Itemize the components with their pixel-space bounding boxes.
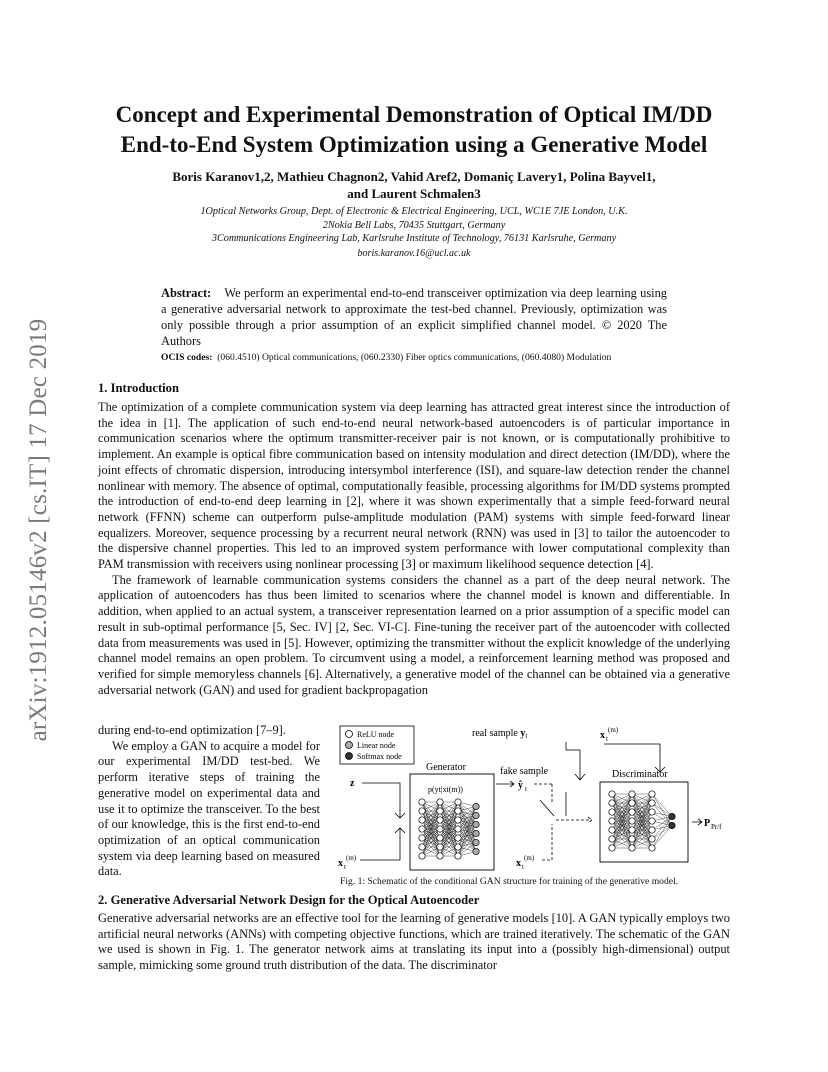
z-label: z [350, 778, 355, 789]
node-legend [340, 726, 414, 764]
network-node [649, 818, 655, 824]
network-node [609, 845, 615, 851]
network-node [419, 853, 425, 859]
network-node [437, 826, 443, 832]
x-input-top-label: x [600, 730, 605, 741]
probability-output-label: P [704, 818, 711, 829]
network-node [419, 835, 425, 841]
x-input-bottom-label: x [338, 858, 343, 869]
network-node [473, 848, 479, 854]
contact-email[interactable]: boris.karanov.16@ucl.ac.uk [357, 248, 471, 259]
network-node [629, 818, 635, 824]
abstract [161, 285, 667, 349]
network-node [455, 853, 461, 859]
paper-title: Concept and Experimental Demonstration of Optical IM/DD End-to-End System Optimization using a Generative Model [115, 102, 713, 157]
network-node [437, 799, 443, 805]
svg-text:t: t [525, 785, 527, 793]
network-node [609, 827, 615, 833]
intro-paragraph-2-end: during end-to-end optimization [7–9]. [98, 723, 286, 737]
network-node [473, 839, 479, 845]
gan-paragraph-1: Generative adversarial networks are an effective tool for the learning of generative models [10]. A GAN typically employs two artificial neural networks (ANNs) with competing objective functions, which are trained iteratively. The schematic of the GAN we used is shown in Fig. 1. The generator network aims at translating its input into a (possibly high-dimensional) output sample, mimicking some ground truth distribution of the data. The discriminator [98, 911, 730, 973]
generator-network [419, 799, 479, 859]
network-node [629, 791, 635, 797]
svg-text:x: x [516, 858, 521, 869]
network-node [455, 817, 461, 823]
network-node [419, 817, 425, 823]
intro-paragraph-3: We employ a GAN to acquire a model for our experimental IM/DD test-bed. We perform iterative steps of training the generative model on experimental data and use it to optimize the transceiver. To the best of our knowledge, this is the first end-to-end optimization of an optical communication system via deep learning based on measured data. [98, 738, 320, 879]
network-node [473, 812, 479, 818]
relu-node-icon [346, 731, 353, 738]
svg-text:Linear node: Linear node [357, 741, 396, 750]
svg-text:ŷ: ŷ [518, 780, 523, 791]
network-node [629, 827, 635, 833]
network-node [455, 844, 461, 850]
intro-paragraph-1: The optimization of a complete communication system via deep learning has attracted great interest since the introduction of the idea in [1]. The application of such end-to-end neural network-based autoencoders is of particular importance in communication scenarios where the optimum transmitter-receiver pair is not known, or is computationally prohibitive to implement. An example is optical fibre communication based on intensity modulation and direct detection (IM/DD), where the joint effects of chromatic dispersion, introducing intersymbol interference (ISI), and square-law detection render the channel nonlinear with memory. The absence of optimal, computationally feasible, processing algorithms for IM/DD systems prompted the introduction of end-to-end deep learning in [2], where it was shown experimentally that a simple feed-forward neural network (FFNN) scheme can outperform pulse-amplitude modulation (PAM) systems with simple feed-forward linear equalizers. Moreover, sequence processing by a recurrent neural network (RNN) was used in [3] to tailor the autoencoder to the dispersive channel properties. This led to an improved system performance with lower computational complexity than PAM transmission with receivers using nonlinear processing [3] or maximum likelihood sequence detection [4]. [98, 400, 730, 572]
svg-text:(m): (m) [524, 854, 535, 862]
intro-body [98, 400, 730, 698]
network-node [649, 845, 655, 851]
svg-text:Pr/f: Pr/f [711, 823, 722, 831]
author-list: Boris Karanov1,2, Mathieu Chagnon2, Vahid Aref2, Domaniç Lavery1, Polina Bayvel1, and Laurent Schmalen3 [172, 169, 656, 201]
network-node [437, 835, 443, 841]
network-node [669, 813, 675, 819]
network-node [419, 826, 425, 832]
linear-node-icon [346, 742, 353, 749]
network-node [419, 799, 425, 805]
network-node [473, 830, 479, 836]
network-node [649, 836, 655, 842]
network-node [455, 835, 461, 841]
network-node [669, 822, 675, 828]
network-node [629, 836, 635, 842]
discriminator-network [609, 791, 675, 851]
real-sample-label: real sample $y_t$ [472, 728, 528, 740]
generator-output-distribution: p(yt|xt(m)) [428, 785, 463, 794]
network-node [437, 853, 443, 859]
network-node [649, 809, 655, 815]
network-node [649, 827, 655, 833]
network-node [437, 844, 443, 850]
arxiv-stamp: arXiv:1912.05146v2 [cs.IT] 17 Dec 2019 [25, 318, 52, 742]
network-node [649, 791, 655, 797]
network-node [629, 800, 635, 806]
generator-label: Generator [426, 762, 466, 773]
network-node [649, 800, 655, 806]
network-node [455, 799, 461, 805]
network-node [609, 818, 615, 824]
discriminator-label: Discriminator [612, 769, 668, 780]
network-node [419, 808, 425, 814]
svg-text:ReLU node: ReLU node [357, 730, 395, 739]
fake-sample-label: fake sample [500, 766, 549, 777]
network-node [437, 808, 443, 814]
affiliations: 1Optical Networks Group, Dept. of Electronic & Electrical Engineering, UCL, WC1E 7JE London, U.K. 2Nokia Bell Labs, 70435 Stuttgart, Germany 3Communications Engineering Lab, Karlsruhe Institute of Technology, 76131 Karlsruhe, Germany [200, 206, 628, 244]
ocis-codes: OCIS codes: (060.4510) Optical communications, (060.2330) Fiber optics communications, (060.4080) Modulation [161, 352, 612, 363]
network-node [629, 845, 635, 851]
svg-text:t: t [522, 863, 524, 871]
network-node [609, 809, 615, 815]
network-node [609, 800, 615, 806]
network-node [629, 809, 635, 815]
abstract-text: We perform an experimental end-to-end transceiver optimization via deep learning using a generative adversarial network to approximate the test-bed channel. Previously, optimization was only possible through a prior assumption of an explicit simplified channel model. © 2020 The Authors [161, 286, 667, 348]
softmax-node-icon [346, 753, 353, 760]
network-node [609, 836, 615, 842]
network-node [473, 803, 479, 809]
intro-column [98, 723, 320, 880]
gan-schematic-figure [330, 720, 730, 880]
network-node [473, 821, 479, 827]
section-heading-gan: 2. Generative Adversarial Network Design for the Optical Autoencoder [98, 893, 480, 907]
network-node [437, 817, 443, 823]
network-node [455, 826, 461, 832]
abstract-label: Abstract: [161, 286, 212, 300]
section-heading-introduction: 1. Introduction [98, 381, 179, 395]
network-node [419, 844, 425, 850]
svg-text:t: t [344, 863, 346, 871]
svg-text:(m): (m) [608, 726, 619, 734]
svg-text:(m): (m) [346, 854, 357, 862]
network-node [609, 791, 615, 797]
svg-text:Softmax node: Softmax node [357, 752, 402, 761]
figure-caption: Fig. 1: Schematic of the conditional GAN structure for training of the generative model. [340, 876, 679, 887]
gan-body [98, 911, 730, 974]
network-node [455, 808, 461, 814]
intro-paragraph-2: The framework of learnable communication systems considers the channel as a part of the deep neural network. The application of autoencoders has thus been limited to scenarios where the channel model is known and differentiable. In addition, when applied to an actual system, a transceiver representation learned on a prior assumption of a specific model can result in sub-optimal performance [5, Sec. IV] [2, Sec. VI-C]. Fine-tuning the receiver part of the autoencoder with collected data from measurements was used in [5]. However, optimizing the transmitter without the explicit knowledge of the underlying channel model remains an open problem. To circumvent using a model, a reinforcement learning method was proposed and verified for simple memoryless channels [6]. Alternatively, a generative model of the channel can be obtained via a generative adversarial network (GAN) and used for gradient backpropagation [98, 572, 730, 697]
svg-text:t: t [606, 735, 608, 743]
